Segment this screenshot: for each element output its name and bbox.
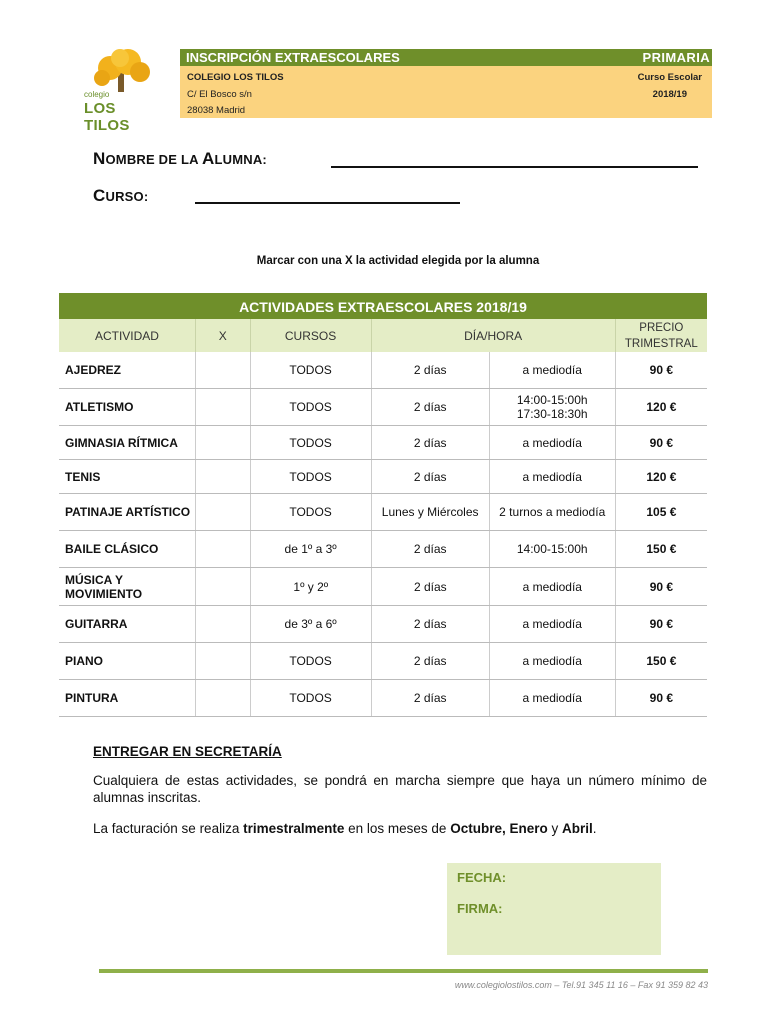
footer-divider: [99, 969, 708, 973]
activity-hora: 14:00-15:00h: [489, 531, 615, 567]
school-name: COLEGIO LOS TILOS: [187, 72, 284, 83]
para2-end: .: [592, 821, 597, 836]
para2-prefix: La facturación se realiza: [93, 821, 244, 836]
activity-precio: 90 €: [615, 606, 707, 642]
table-row: [59, 460, 707, 494]
select-x-cell[interactable]: [195, 352, 251, 388]
select-x-cell[interactable]: [195, 389, 251, 425]
select-x-cell[interactable]: [195, 568, 251, 605]
activity-precio: 90 €: [615, 568, 707, 605]
activity-cursos: TODOS: [289, 363, 332, 377]
header-title: INSCRIPCIÓN EXTRAESCOLARES: [186, 50, 400, 65]
activity-dias: 2 días: [371, 426, 489, 459]
activity-dias: 2 días: [371, 531, 489, 567]
activity-name: TENIS: [65, 469, 101, 484]
course-year: 2018/19: [652, 89, 687, 100]
activity-cursos: de 3º a 6º: [284, 617, 337, 631]
activity-dias: Lunes y Miércoles: [371, 494, 489, 530]
select-x-cell[interactable]: [195, 606, 251, 642]
activity-dias: 2 días: [371, 568, 489, 605]
notes-paragraph-2: [93, 820, 707, 837]
activity-hora: a mediodía: [489, 680, 615, 716]
activity-hora: a mediodía: [489, 643, 615, 679]
header-level: PRIMARIA: [642, 50, 710, 65]
activity-cursos: TODOS: [289, 505, 332, 519]
activity-precio: 90 €: [615, 426, 707, 459]
activity-cursos: 1º y 2º: [293, 579, 329, 594]
firma-label: FIRMA:: [457, 901, 503, 916]
activity-precio: 105 €: [615, 494, 707, 530]
course-field[interactable]: [195, 202, 460, 204]
instruction-text: Marcar con una X la actividad elegida por la alumna: [256, 255, 540, 267]
table-row: [59, 606, 707, 643]
para2-mid: en los meses de: [344, 821, 451, 836]
student-name-label: NOMBRE DE LA ALUMNA:: [93, 149, 267, 168]
activity-name: BAILE CLÁSICO: [65, 542, 159, 556]
activity-precio: 150 €: [615, 643, 707, 679]
activity-dias: 2 días: [371, 643, 489, 679]
activity-hora: a mediodía: [489, 352, 615, 388]
fecha-label: FECHA:: [457, 870, 507, 885]
course-field-label: CURSO:: [93, 186, 149, 205]
header-actividad: ACTIVIDAD: [94, 328, 159, 343]
activity-cursos: TODOS: [289, 469, 332, 484]
select-x-cell[interactable]: [195, 680, 251, 716]
activity-hora: a mediodía: [489, 606, 615, 642]
table-row: [59, 643, 707, 680]
activity-dias: 2 días: [371, 352, 489, 388]
activity-precio: 150 €: [615, 531, 707, 567]
activity-name: PINTURA: [65, 691, 119, 705]
entregar-heading: ENTREGAR EN SECRETARÍA: [93, 744, 282, 759]
activity-hora: a mediodía: [489, 426, 615, 459]
para2-and: y: [547, 821, 562, 836]
table-body: [59, 352, 707, 717]
table-title: ACTIVIDADES EXTRAESCOLARES 2018/19: [59, 293, 707, 319]
activity-hora: a mediodía: [489, 460, 615, 493]
activity-name: AJEDREZ: [65, 363, 122, 377]
school-logo: [80, 48, 164, 134]
activity-cursos: TODOS: [289, 654, 332, 668]
activity-dias: 2 días: [371, 606, 489, 642]
school-address-1: C/ El Bosco s/n: [187, 89, 252, 100]
activity-dias: 2 días: [371, 460, 489, 493]
activity-cursos: TODOS: [289, 691, 332, 705]
activity-precio: 90 €: [615, 680, 707, 716]
notes-paragraph-1: Cualquiera de estas actividades, se pondrá en marcha siempre que haya un número mínimo de alumnas inscritas.: [93, 773, 707, 805]
select-x-cell[interactable]: [195, 460, 251, 493]
para2-bold-2: Octubre, Enero: [450, 821, 548, 836]
student-name-field[interactable]: [331, 166, 698, 168]
activity-precio: 120 €: [615, 460, 707, 493]
activity-precio: 90 €: [615, 352, 707, 388]
para2-bold-3: Abril: [562, 821, 593, 836]
activities-table: [59, 293, 707, 717]
activity-hora: 2 turnos a mediodía: [489, 494, 615, 530]
table-row: [59, 352, 707, 389]
activity-hora: a mediodía: [489, 568, 615, 605]
table-header: [59, 319, 707, 352]
select-x-cell[interactable]: [195, 531, 251, 567]
activity-cursos: de 1º a 3º: [284, 542, 337, 556]
activity-dias: 2 días: [371, 389, 489, 425]
activity-name: GIMNASIA RÍTMICA: [65, 435, 178, 450]
activity-name: GUITARRA: [65, 617, 128, 631]
header-cursos: CURSOS: [284, 328, 337, 343]
table-row: [59, 531, 707, 568]
school-address-2: 28038 Madrid: [187, 105, 246, 116]
activity-name: PIANO: [65, 654, 104, 668]
select-x-cell[interactable]: [195, 494, 251, 530]
activity-dias: 2 días: [371, 680, 489, 716]
course-label: Curso Escolar: [637, 72, 702, 83]
logo-big-text: LOS TILOS: [84, 100, 130, 134]
activity-name: PATINAJE ARTÍSTICO: [65, 505, 191, 519]
activity-name: ATLETISMO: [65, 400, 134, 414]
table-row: [59, 568, 707, 606]
activity-cursos: TODOS: [289, 400, 332, 414]
activity-hora: 14:00-15:00h 17:30-18:30h: [489, 389, 615, 425]
activity-cursos: TODOS: [289, 435, 332, 450]
activity-name: MÚSICA Y MOVIMIENTO: [65, 572, 143, 601]
select-x-cell[interactable]: [195, 643, 251, 679]
table-row: [59, 389, 707, 426]
table-row: [59, 494, 707, 531]
table-row: [59, 680, 707, 717]
table-row: [59, 426, 707, 460]
activity-precio: 120 €: [615, 389, 707, 425]
tree-icon: [80, 48, 164, 96]
select-x-cell[interactable]: [195, 426, 251, 459]
header-dia-hora: DÍA/HORA: [371, 319, 615, 352]
para2-bold-1: trimestralmente: [243, 821, 345, 836]
footer-contact: www.colegiolostilos.com – Tel.91 345 11 16 – Fax 91 359 82 43: [454, 980, 708, 990]
logo-small-text: colegio: [84, 90, 110, 99]
header-x: X: [195, 319, 251, 352]
header-precio: PRECIO TRIMESTRAL: [615, 319, 707, 352]
